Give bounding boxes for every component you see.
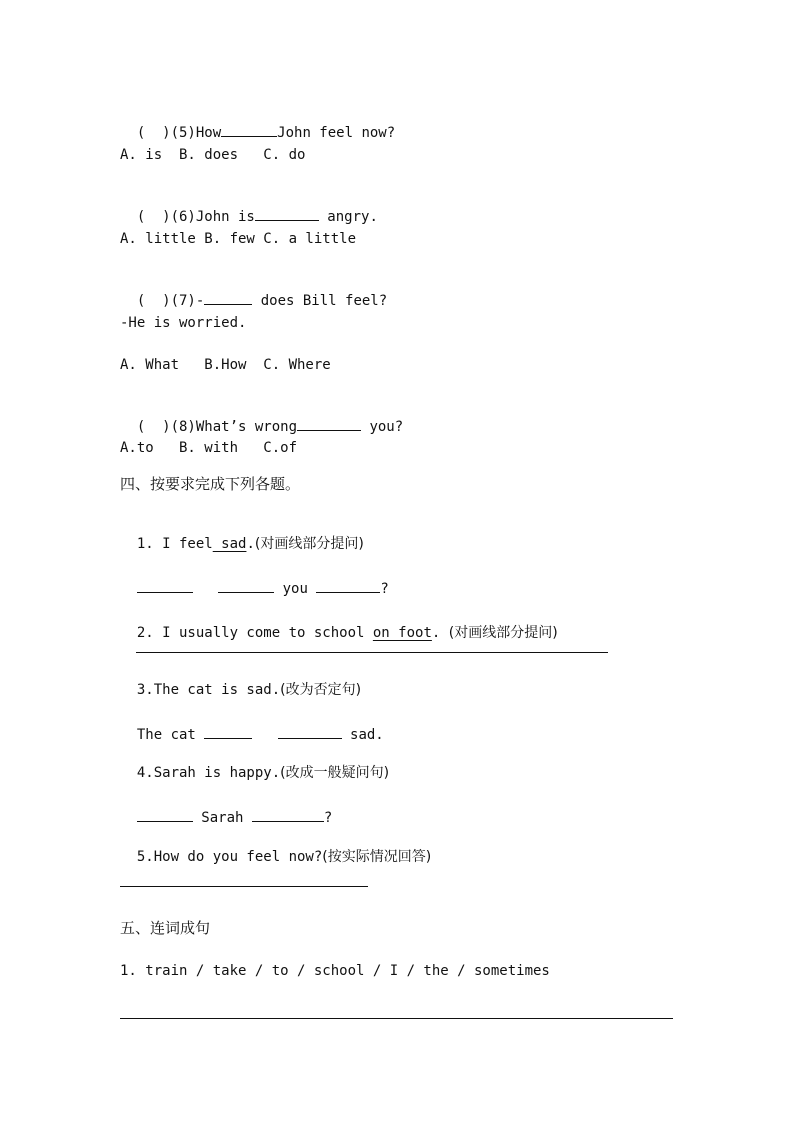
s4-answer-3 xyxy=(120,706,384,744)
answer-end: ? xyxy=(380,581,389,597)
answer-blank[interactable] xyxy=(204,724,252,739)
answer-word: Sarah xyxy=(192,810,252,826)
underlined-word: sad xyxy=(212,536,247,552)
answer-paren: ( ) xyxy=(136,419,171,435)
answer-blank[interactable] xyxy=(137,807,193,822)
answer-blank[interactable] xyxy=(255,206,319,221)
question-5 xyxy=(120,104,395,142)
instruction-note: (改为否定句) xyxy=(280,682,362,698)
question-stem-end: angry. xyxy=(318,209,378,225)
answer-blank[interactable] xyxy=(252,807,324,822)
instruction-note: (按实际情况回答) xyxy=(322,849,432,865)
instruction-note: (改成一般疑问句) xyxy=(280,765,390,781)
answer-blank[interactable] xyxy=(218,578,274,593)
answer-start: The cat xyxy=(136,727,205,743)
s4-answer-1 xyxy=(120,560,389,598)
answer-end: ? xyxy=(323,810,333,826)
answer-paren: ( ) xyxy=(136,125,171,141)
underlined-phrase: on foot xyxy=(372,625,432,641)
question-text: 5.How do you feel now? xyxy=(136,849,323,865)
question-stem: (6)John is xyxy=(170,209,255,225)
answer-blank[interactable] xyxy=(204,290,252,305)
answer-blank[interactable] xyxy=(137,578,193,593)
answer-line[interactable] xyxy=(120,886,368,887)
question-stem-end: John feel now? xyxy=(277,125,396,141)
answer-paren: ( ) xyxy=(136,209,171,225)
answer-blank[interactable] xyxy=(221,122,277,137)
s4-question-5 xyxy=(120,830,431,866)
question-text: 4.Sarah is happy. xyxy=(136,765,281,781)
answer-blank[interactable] xyxy=(278,724,342,739)
answer-line[interactable] xyxy=(136,652,608,653)
question-text-end: . xyxy=(246,536,255,552)
s4-question-2 xyxy=(120,606,558,642)
question-8 xyxy=(120,398,403,436)
question-6-options: A. little B. few C. a little xyxy=(120,231,357,247)
question-stem: (7)- xyxy=(170,293,205,309)
question-text: 3.The cat is sad. xyxy=(136,682,281,698)
question-5-options: A. is B. does C. do xyxy=(120,147,306,163)
question-7-reply: -He is worried. xyxy=(120,315,247,331)
question-7-options: A. What B.How C. Where xyxy=(120,357,331,373)
question-7 xyxy=(120,272,387,310)
instruction-note: (对画线部分提问) xyxy=(448,625,558,641)
answer-line[interactable] xyxy=(120,1018,673,1019)
answer-paren: ( ) xyxy=(136,293,171,309)
s4-answer-4 xyxy=(120,789,332,827)
question-8-options: A.to B. with C.of xyxy=(120,440,298,456)
s4-question-4 xyxy=(120,746,389,782)
question-stem: (8)What’s wrong xyxy=(170,419,298,435)
question-stem: (5)How xyxy=(170,125,222,141)
question-stem-end: does Bill feel? xyxy=(252,293,388,309)
section-4-heading: 四、按要求完成下列各题。 xyxy=(120,475,301,493)
question-text-end: . xyxy=(431,625,449,641)
section-5-heading: 五、连词成句 xyxy=(120,919,211,937)
instruction-note: (对画线部分提问) xyxy=(254,536,364,552)
question-text: 2. I usually come to school xyxy=(136,625,373,641)
question-text: 1. I feel xyxy=(136,536,213,552)
question-stem-end: you? xyxy=(361,419,404,435)
s4-question-1 xyxy=(120,517,364,553)
s4-question-3 xyxy=(120,663,361,699)
answer-end: sad. xyxy=(341,727,384,743)
answer-word: you xyxy=(274,581,317,597)
question-6 xyxy=(120,188,378,226)
s5-question-1: 1. train / take / to / school / I / the / sometimes xyxy=(120,963,550,979)
answer-blank[interactable] xyxy=(316,578,380,593)
answer-blank[interactable] xyxy=(297,416,361,431)
